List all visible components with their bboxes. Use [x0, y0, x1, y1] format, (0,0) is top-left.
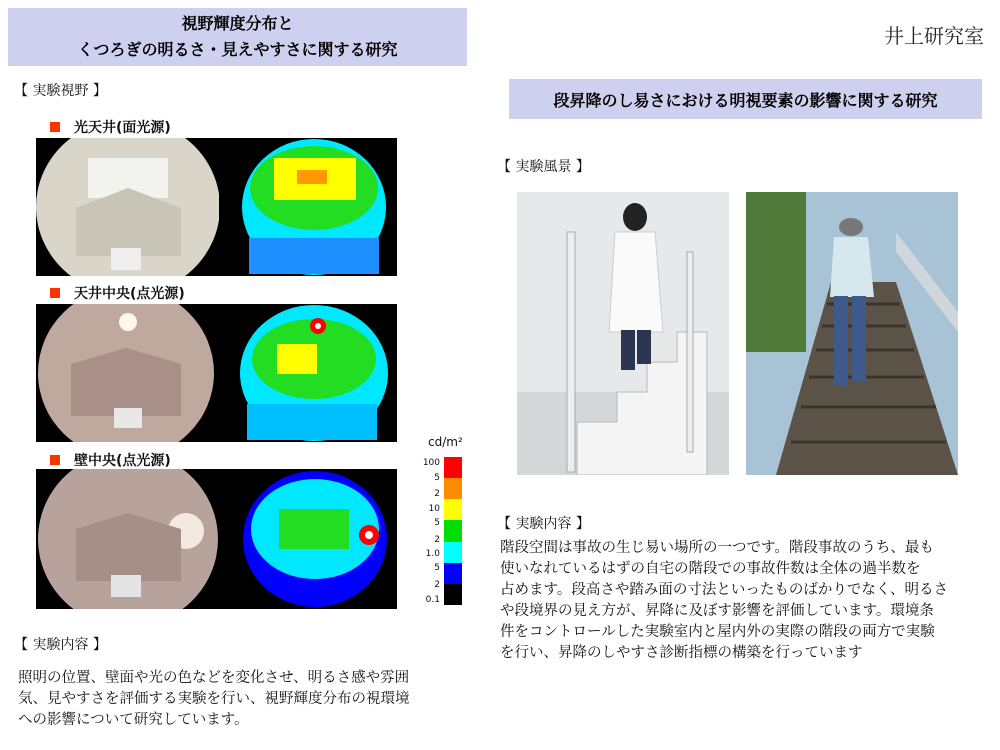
legend-tick: 0.1: [425, 595, 440, 605]
legend-swatch: [444, 520, 462, 541]
section-view-label: 【 実験視野 】: [14, 83, 107, 99]
luminance-legend-bar: [444, 457, 462, 605]
condition-label-text: 壁中央(点光源): [74, 453, 171, 469]
legend-swatch: [444, 478, 462, 499]
legend-tick: 100: [422, 458, 440, 468]
legend-swatch: [444, 542, 462, 563]
bullet-square-icon: [50, 288, 60, 298]
paragraph-line: 使いなれているはずの自宅の階段での事故件数は全体の過半数を: [500, 561, 921, 577]
left-title-box: [8, 8, 467, 66]
legend-tick: 5: [434, 473, 440, 483]
right-title-text: 段昇降のし易さにおける明視要素の影響に関する研究: [553, 90, 938, 110]
paragraph-line: 気、見やすさを評価する実験を行い、視野輝度分布の視環境: [18, 691, 410, 707]
condition-label-2: [50, 283, 185, 303]
legend-swatch: [444, 457, 462, 478]
lab-name: 井上研究室: [884, 24, 984, 48]
fisheye-photo-ceiling-point: [36, 304, 217, 442]
bullet-square-icon: [50, 122, 60, 132]
legend-swatch: [444, 499, 462, 520]
left-title-line2: くつろぎの明るさ・見えやすさに関する研究: [77, 40, 398, 59]
legend-tick: 1.0: [425, 549, 440, 559]
paragraph-line: や段境界の見え方が、昇降に及ぼす影響を評価しています。環境条: [500, 603, 934, 619]
section-scene-label: 【 実験風景 】: [497, 159, 590, 175]
legend-tick: 2: [434, 580, 440, 590]
condition-label-text: 天井中央(点光源): [74, 286, 185, 302]
legend-unit: cd/m²: [428, 435, 463, 449]
paragraph-line: 階段空間は事故の生じ易い場所の一つです。階段事故のうち、最も: [500, 540, 934, 556]
paragraph-line: を行い、昇降のしやすさ診断指標の構築を行っています: [500, 645, 863, 661]
left-section-content-label: 【 実験内容 】: [14, 637, 107, 653]
paragraph-line: 照明の位置、壁面や光の色などを変化させ、明るさ感や雰囲: [18, 670, 410, 686]
right-section-content-label: 【 実験内容 】: [497, 516, 590, 532]
luminance-map-ceiling-panel: [219, 138, 397, 276]
right-title-box: [509, 79, 982, 119]
paragraph-line: への影響について研究しています。: [18, 712, 249, 728]
legend-tick: 2: [434, 489, 440, 499]
legend-swatch: [444, 563, 462, 584]
photo-outdoor-staircase: [746, 192, 958, 475]
fisheye-photo-ceiling-panel: [36, 138, 219, 276]
paragraph-line: 占めます。段高さや踏み面の寸法といったものばかりでなく、明るさ: [500, 582, 949, 598]
fisheye-photo-wall-point: [36, 469, 219, 609]
bullet-square-icon: [50, 455, 60, 465]
right-content-paragraph: [500, 538, 980, 664]
left-content-paragraph: [18, 668, 458, 731]
legend-tick: 5: [434, 518, 440, 528]
left-title-line1: 視野輝度分布と: [181, 14, 294, 33]
photo-lab-staircase: [517, 192, 729, 475]
legend-swatch: [444, 584, 462, 605]
luminance-map-wall-point: [219, 469, 397, 609]
paragraph-line: 件をコントロールした実験室内と屋内外の実際の階段の両方で実験: [500, 624, 935, 640]
condition-label-3: [50, 450, 171, 470]
condition-label-1: [50, 117, 171, 137]
legend-tick: 2: [434, 535, 440, 545]
condition-label-text: 光天井(面光源): [74, 120, 171, 136]
legend-tick: 10: [428, 504, 440, 514]
luminance-map-ceiling-point: [217, 304, 397, 442]
legend-tick: 5: [434, 563, 440, 573]
